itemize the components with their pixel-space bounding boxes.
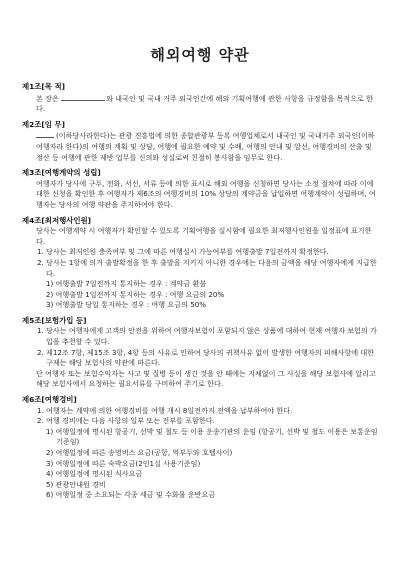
article-heading: 제3조[여행계약의 성립] <box>22 168 101 178</box>
company-name-blank <box>61 93 105 101</box>
article-3 <box>22 168 378 210</box>
list-item: 2. 여행 경비에는 다음 사항의 일부 또는 전부를 포함한다. <box>37 416 215 426</box>
sub-list-item: 2) 여행출발 1일전까지 통지하는 경우 : 여행 요금의 20% <box>46 289 225 299</box>
list-item: 1. 당사는 최저인원 충족여부 및 그에 따른 여행실시 가능여부를 여행출발 7일전까지 확정한다. <box>37 247 329 257</box>
terms-body <box>22 82 378 506</box>
company-name-blank <box>36 130 54 138</box>
list-item: 1. 당사는 여행자에게 고객의 안전을 위하여 여행자보험이 포함되지 않은 상품에 대하여 현재 여행자 보험의 가입을 추천할 수 있다. <box>37 326 377 347</box>
article-heading: 제1조[목 적] <box>22 82 66 91</box>
article-heading: 제4조[최저행사인원] <box>22 215 92 225</box>
sub-list-item: 2) 여행일정에 따른 송영버스 요금(공항, 역부두와 호텔사이) <box>46 448 233 457</box>
article-text: 단 여행자 또는 보험수익자는 사고 및 질병 등이 생긴 것을 안 때에는 지체없이 그 사실을 해당 보험사에 알리고 해당 보험사에서 요청하는 필요서류를 구비하여 주기로 한다. <box>36 368 376 389</box>
sub-list-item: 5) 관광안내원 경비 <box>46 479 106 489</box>
sub-list-item: 1) 여행일정에 명시된 항공기, 선박 및 철도 등 이용 운송기관의 운임 (항공기, 선박 및 철도 이용은 보통운임 기준임) <box>46 426 378 447</box>
article-4 <box>22 216 378 311</box>
article-heading: 제5조[보험가입 등] <box>22 315 87 325</box>
article-1 <box>22 82 378 115</box>
sub-list-item: 1) 여행출발 7일전까지 통지하는 경우 : 계약금 환불 <box>46 279 207 289</box>
list-item: 2. 제12조 7항, 제15조 3항, 4항 등의 사유로 인하여 당사의 귀책사유 없이 발생한 여행자의 피해사항에 대한 구제는 해당 보험사의 약관에 따른다. <box>37 347 375 368</box>
article-6 <box>22 395 378 501</box>
article-5 <box>22 316 378 390</box>
article-text: 본 장은 와 내국인 및 국내 거주 외국인간에 해외 기획여행에 관한 사항을 규정함을 목적으로 한다. <box>36 93 373 114</box>
article-heading: 제2조[임 무] <box>22 119 66 129</box>
article-text: 당사는 여행계약 시 여행자가 확인할 수 있도록 기획여행을 실시함에 필요한 최저행사인원을 일정표에 표기한다. <box>36 226 372 246</box>
list-item: 1. 여행자는 계약에 의한 여행경비를 여행 개시 8일전까지 전액을 납부하여야 한다. <box>37 405 293 415</box>
sub-list-item: 3) 여행출발 당일 통지하는 경우 : 여행 요금의 50% <box>46 300 206 310</box>
document-title: 해외여행 약관 <box>150 46 250 64</box>
article-text: (이하당사라한다)는 관광 진흥법에 의한 종합관광부 등록 여행업체로서 내국인 및 국내거주 외국인(이하 여행자라 한다)의 여행의 계획 및 상담, 여행에 필요한 예약 및 수배, 여행의 안내 및 알선, 여행경비의 산출 및 정산 등 여행에 관한 제반 업무를 신의와 성실로써 친절히 봉사함을 임무로 한다. <box>36 131 375 162</box>
article-2 <box>22 120 378 163</box>
sub-list-item: 3) 여행일정에 따른 숙박요금(2인1실 사용기준임) <box>46 458 201 468</box>
sub-list-item: 6) 여행일정 중 소요되는 각종 세금 및 수화물 운반요금 <box>46 490 216 500</box>
sub-list-item: 4) 여행일정에 명시된 식사요금 <box>46 469 143 479</box>
list-item: 2. 당사는 1항에 의거 출발확정을 한 후 출발을 지키지 아니한 경우에는 다음의 금액을 해당 여행자에게 지급한다. <box>37 257 377 278</box>
article-text: 여행자가 당사에 구두, 전화, 서신, 서류 등에 의한 표시로 해외 여행을 신청하면 당사는 소정 절차에 따라 이에 대한 신청을 확인한 후 여행자가 제6조의 여행경비의 10% 상당의 계약금을 납입하면 여행계약이 성립하며, 여행자는 당사의 여행 약관을 주지하여야 한다. <box>36 178 376 209</box>
article-heading: 제6조[여행경비] <box>22 395 77 405</box>
